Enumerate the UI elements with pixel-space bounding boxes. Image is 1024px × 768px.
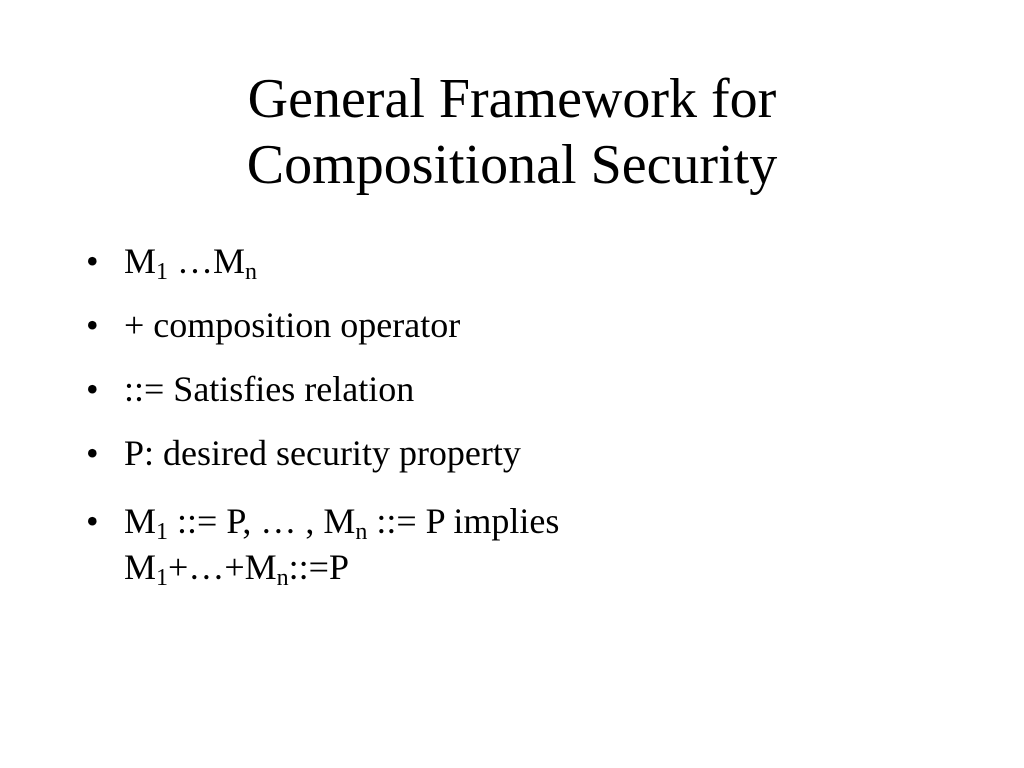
bullet-icon: •	[86, 501, 99, 541]
bullet-icon: •	[86, 305, 99, 345]
bullet-icon: •	[86, 433, 99, 473]
bullet-text: ::= Satisfies relation	[124, 369, 415, 409]
bullet-text: + composition operator	[124, 305, 461, 345]
slide-title-line-1: General Framework for	[247, 68, 777, 130]
slide-title-line-2: Compositional Security	[246, 134, 778, 196]
bullet-text	[124, 498, 559, 590]
bullet-text-line-1: $M_1$ ::= P, … , $M_n$ ::= P implies	[124, 501, 560, 545]
bullet-text: $M_1$ $\dots M_n$	[124, 241, 258, 285]
bullet-icon: •	[86, 241, 99, 281]
bullet-text: P: desired security property	[124, 433, 521, 473]
bullet-text-line-2: $M_1+\dots+M_n::=P$	[124, 547, 349, 591]
bullet-icon: •	[86, 369, 99, 409]
